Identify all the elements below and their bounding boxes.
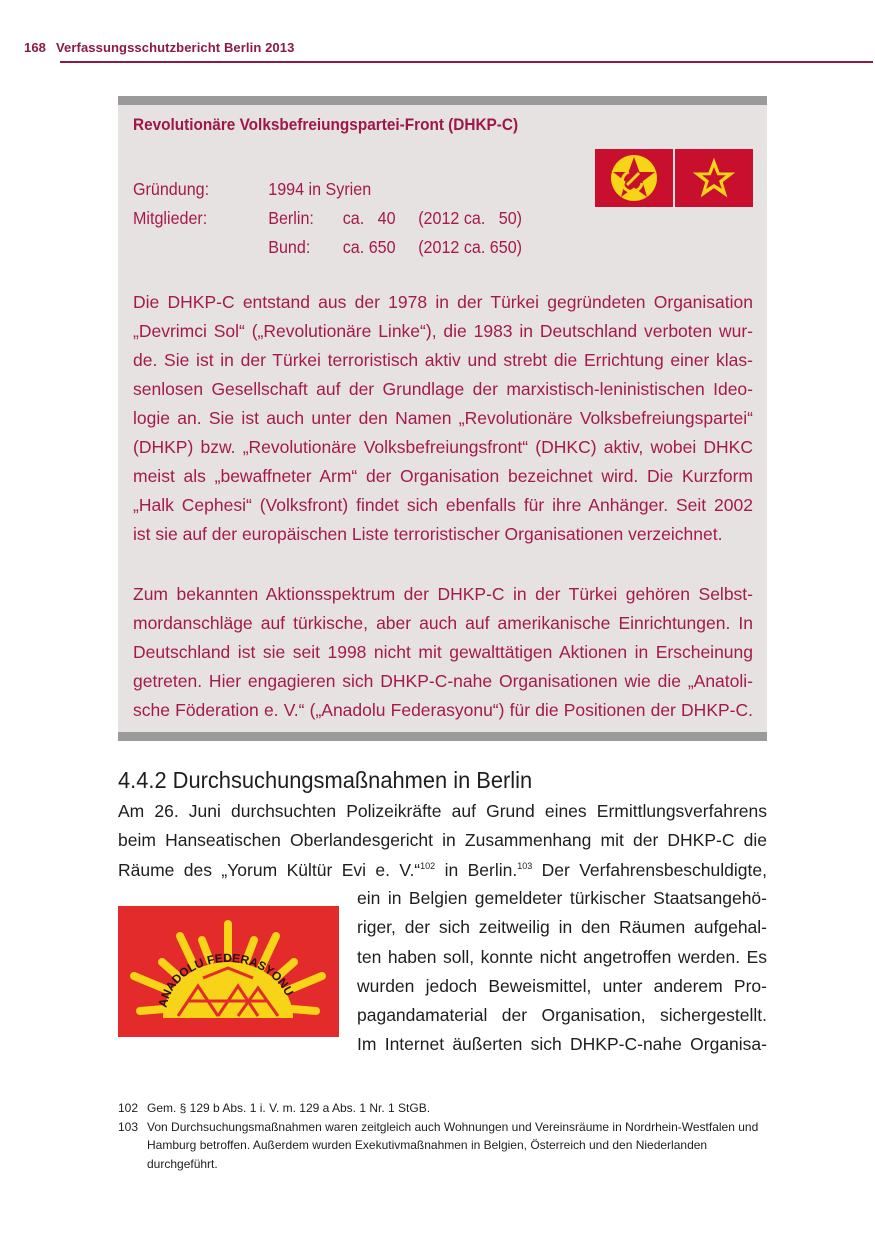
founding-label: Gründung: (133, 179, 210, 199)
members-row-berlin (133, 204, 522, 233)
footnote-number: 103 (118, 1119, 139, 1134)
footnote-102 (118, 1099, 768, 1118)
founding-row (133, 175, 522, 204)
footnote-ref-102[interactable]: 102 (420, 860, 436, 871)
infobox-paragraph-2: Zum bekannten Aktionsspektrum der DHKP-C in der Türkei gehören Selbst- mordanschläge auf türkische, aber auch auf amerikanische Einrichtungen. In Deutschland ist sie seit 1998 nicht mit gewalttätigen Aktionen in Erscheinung getreten. Hier engagieren sich DHKP-C-nahe Organisationen wie die „Anatoli- sche Föderation e. V.“ („Anadolu Federasyonu“) für die Positionen der DHKP-C. (133, 584, 753, 720)
infobox-paragraph-1: Die DHKP-C entstand aus der 1978 in der Türkei gegründeten Organisation „Devrimci Sol“ („Revolutionäre Linke“), die 1983 in Deutschland verboten wur- de. Sie ist in der Türkei terroristisch aktiv und strebt die Errichtung einer klas- senlosen Gesellschaft auf der Grundlage der marxistisch-leninistischen Ideo- logie an. Sie ist auch unter den Namen „Revolutionäre Volksbefreiungspartei“ (DHKP) bzw. „Revolutionäre Volksbefreiungsfront“ (DHKC) aktiv, wobei DHKC meist als „bewaffneter Arm“ der Organisation bezeichnet wird. Die Kurzform „Halk Cephesi“ (Volksfront) findet sich ebenfalls für ihre Anhänger. Seit 2002 ist sie auf der europäischen Liste terroristischer Organisationen verzeichnet. (133, 292, 753, 544)
hammer-sickle-star-flag-icon (595, 149, 673, 207)
section-body-wrapped: ein in Belgien gemeldeter türkischer Staatsangehö- riger, der sich zeitweilig in den Räumen aufgehal- ten haben soll, konnte nicht angetroffen werden. Es wurden jedoch Beweismittel, unter anderem Pro- pagandamaterial der Organisation, sichergestellt. Im Internet äußerten sich DHKP-C-nahe Organisa- (357, 888, 767, 1055)
sun-dome-logo-icon (118, 906, 339, 1037)
members-previous: (2012 ca. 650) (418, 237, 523, 257)
members-label: Mitglieder: (133, 208, 208, 228)
members-region: Bund: (268, 237, 311, 257)
footnote-ref-103[interactable]: 103 (517, 860, 533, 871)
running-title: Verfassungsschutzbericht Berlin 2013 (56, 40, 295, 55)
founding-value: 1994 in Syrien (268, 179, 372, 199)
organization-facts (133, 175, 522, 262)
footnote-text: Von Durchsuchungsmaßnahmen waren zeitgleich auch Wohnungen und Vereinsräume in Nordrhein-Westfalen und Hamburg betroffen. Außerdem wurden Exekutivmaßnahmen in Belgien, Österreich und den Niederlanden durchgeführt. (147, 1119, 759, 1171)
svg-text:ANADOLU FEDERASYONU: ANADOLU FEDERASYONU (155, 950, 297, 1009)
footnote-number: 102 (118, 1101, 139, 1115)
section-body-full: Am 26. Juni durchsuchten Polizeikräfte auf Grund eines Ermittlungsverfahrens beim Hanseatischen Oberlandesgericht in Zusammenhang mit der DHKP-C die Räume des „Yorum Kültür Evi e. V.“$^{102}$ in Berlin.$^{103}$ Der Verfahrensbeschuldigte, (118, 797, 767, 885)
line-with-footnote-refs: Räume des „Yorum Kültür Evi e. V.“$^{102}$ in Berlin.$^{103}$ Der Verfahrensbeschuldigte, (118, 859, 767, 880)
members-region: Berlin: (268, 208, 314, 228)
section-heading: 4.4.2 Durchsuchungsmaßnahmen in Berlin (118, 767, 533, 793)
anadolu-federasyonu-logo (118, 906, 339, 1037)
members-count: ca. 650 (342, 237, 396, 257)
infobox-bottom-bar (118, 732, 767, 741)
page-number: 168 (24, 40, 46, 55)
infobox-top-bar (118, 96, 767, 105)
footnote-text: Gem. § 129 b Abs. 1 i. V. m. 129 a Abs. 1 Nr. 1 StGB. (147, 1101, 431, 1115)
members-previous: (2012 ca. 50) (418, 208, 523, 228)
organization-infobox (118, 96, 767, 741)
running-header (24, 40, 294, 55)
members-count: ca. 40 (342, 208, 396, 228)
organization-flags (595, 149, 753, 207)
infobox-title: Revolutionäre Volksbefreiungspartei-Front (DHKP-C) (133, 116, 519, 134)
red-star-flag-icon (675, 149, 753, 207)
members-row-bund (133, 233, 522, 262)
footnotes (118, 1099, 768, 1173)
footnote-103 (118, 1118, 768, 1174)
header-divider (60, 61, 873, 63)
